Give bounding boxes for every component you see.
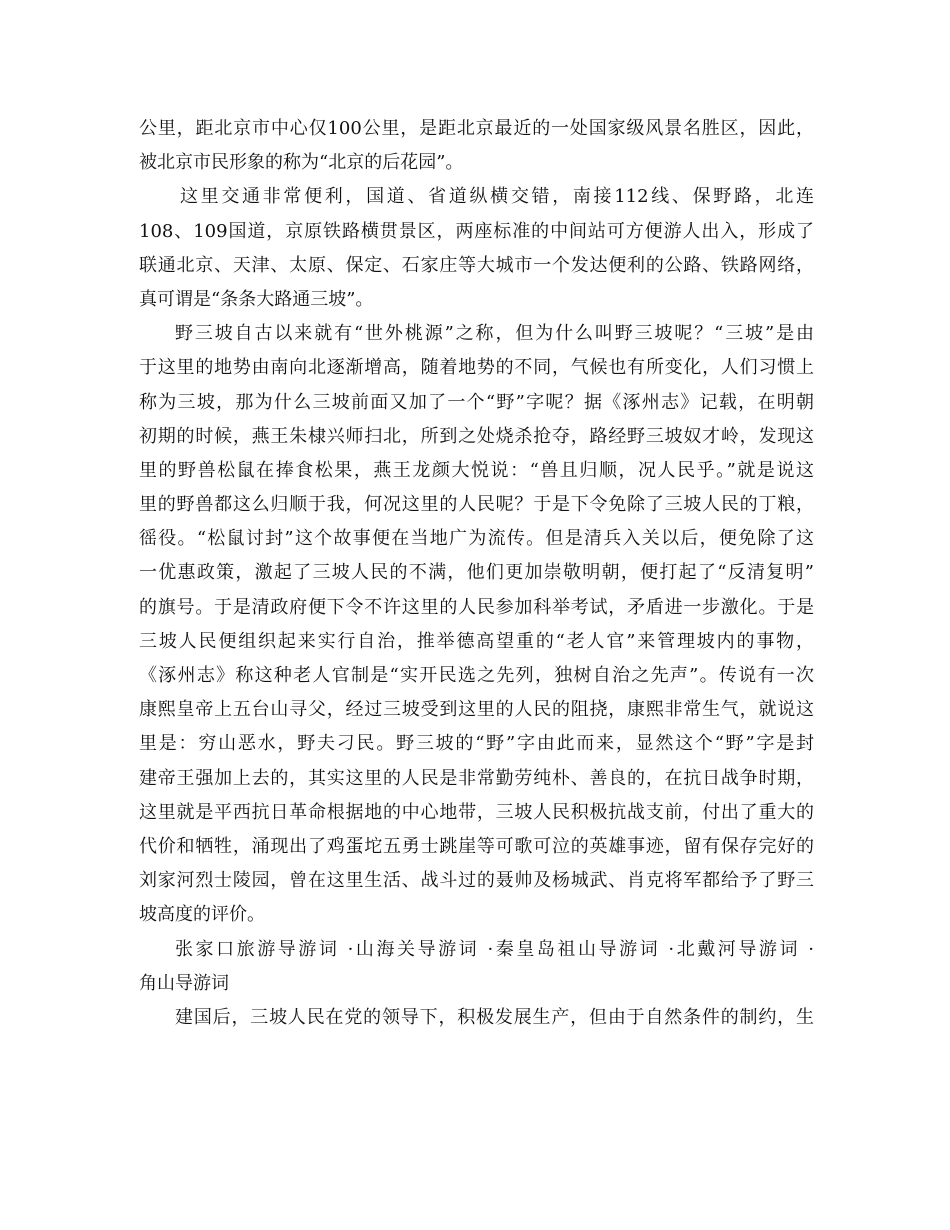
paragraph-line: 刘家河烈士陵园，曾在这里生活、战斗过的聂帅及杨城武、肖克将军都给予了野三 [139, 870, 814, 892]
paragraph-line: 建国后，三坡人民在党的领导下，积极发展生产，但由于自然条件的制约，生 [175, 1006, 814, 1028]
paragraph-line: 的旗号。于是清政府便下令不许这里的人民参加科举考试，矛盾进一步激化。于是 [139, 596, 814, 618]
paragraph-line: 一优惠政策，激起了三坡人民的不满，他们更加崇敬明朝，便打起了“反清复明” [139, 562, 814, 584]
paragraph-line: 真可谓是“条条大路通三坡”。 [139, 288, 374, 310]
paragraph-line: 这里交通非常便利，国道、省道纵横交错，南接112线、保野路，北连 [180, 186, 814, 208]
paragraph-line: 《涿州志》称这种老人官制是“实开民选之先列，独树自治之先声”。传说有一次 [139, 665, 814, 686]
related-links-line[interactable]: 张家口旅游导游词 ·山海关导游词 ·秦皇岛祖山导游词 ·北戴河导游词 · [175, 938, 814, 960]
paragraph-line: 里的野兽松鼠在捧食松果，燕王龙颜大悦说：“兽且归顺，况人民乎。”就是说这 [139, 459, 814, 481]
document-body [139, 112, 814, 1035]
paragraph-line: 初期的时候，燕王朱棣兴师扫北，所到之处烧杀抢夺，路经野三坡奴才岭，发现这 [139, 425, 814, 447]
paragraph-line: 徭役。“松鼠讨封”这个故事便在当地广为流传。但是清兵入关以后，便免除了这 [139, 528, 814, 550]
paragraph-line: 公里，距北京市中心仅100公里，是距北京最近的一处国家级风景名胜区，因此， [139, 118, 814, 139]
paragraph-line: 这里就是平西抗日革命根据地的中心地带，三坡人民积极抗战支前，付出了重大的 [139, 801, 814, 823]
paragraph-line: 108、109国道，京原铁路横贯景区，两座标准的中间站可方便游人出入，形成了 [139, 220, 814, 242]
paragraph-line: 里是：穷山恶水，野夫刁民。野三坡的“野”字由此而来，显然这个“野”字是封 [139, 733, 814, 755]
paragraph-line: 建帝王强加上去的，其实这里的人民是非常勤劳纯朴、善良的，在抗日战争时期， [139, 767, 814, 789]
paragraph-line: 于这里的地势由南向北逐渐增高，随着地势的不同，气候也有所变化，人们习惯上 [139, 357, 814, 379]
paragraph-line: 代价和牺牲，涌现出了鸡蛋坨五勇士跳崖等可歌可泣的英雄事迹，留有保存完好的 [139, 835, 814, 857]
related-links-line[interactable]: 角山导游词 [139, 972, 229, 994]
paragraph-line: 被北京市民形象的称为“北京的后花园”。 [139, 152, 464, 174]
paragraph-line: 联通北京、天津、太原、保定、石家庄等大城市一个发达便利的公路、铁路网络， [139, 254, 814, 276]
paragraph-line: 野三坡自古以来就有“世外桃源”之称，但为什么叫野三坡呢？“三坡”是由 [175, 323, 814, 345]
paragraph-line: 三坡人民便组织起来实行自治，推举德高望重的“老人官”来管理坡内的事物， [139, 630, 814, 652]
paragraph-line: 坡高度的评价。 [139, 904, 265, 926]
paragraph-line: 里的野兽都这么归顺于我，何况这里的人民呢？于是下令免除了三坡人民的丁粮， [139, 494, 814, 516]
paragraph-line: 称为三坡，那为什么三坡前面又加了一个“野”字呢？据《涿州志》记载，在明朝 [139, 391, 814, 413]
paragraph-line: 康熙皇帝上五台山寻父，经过三坡受到这里的人民的阻挠，康熙非常生气，就说这 [139, 699, 814, 721]
